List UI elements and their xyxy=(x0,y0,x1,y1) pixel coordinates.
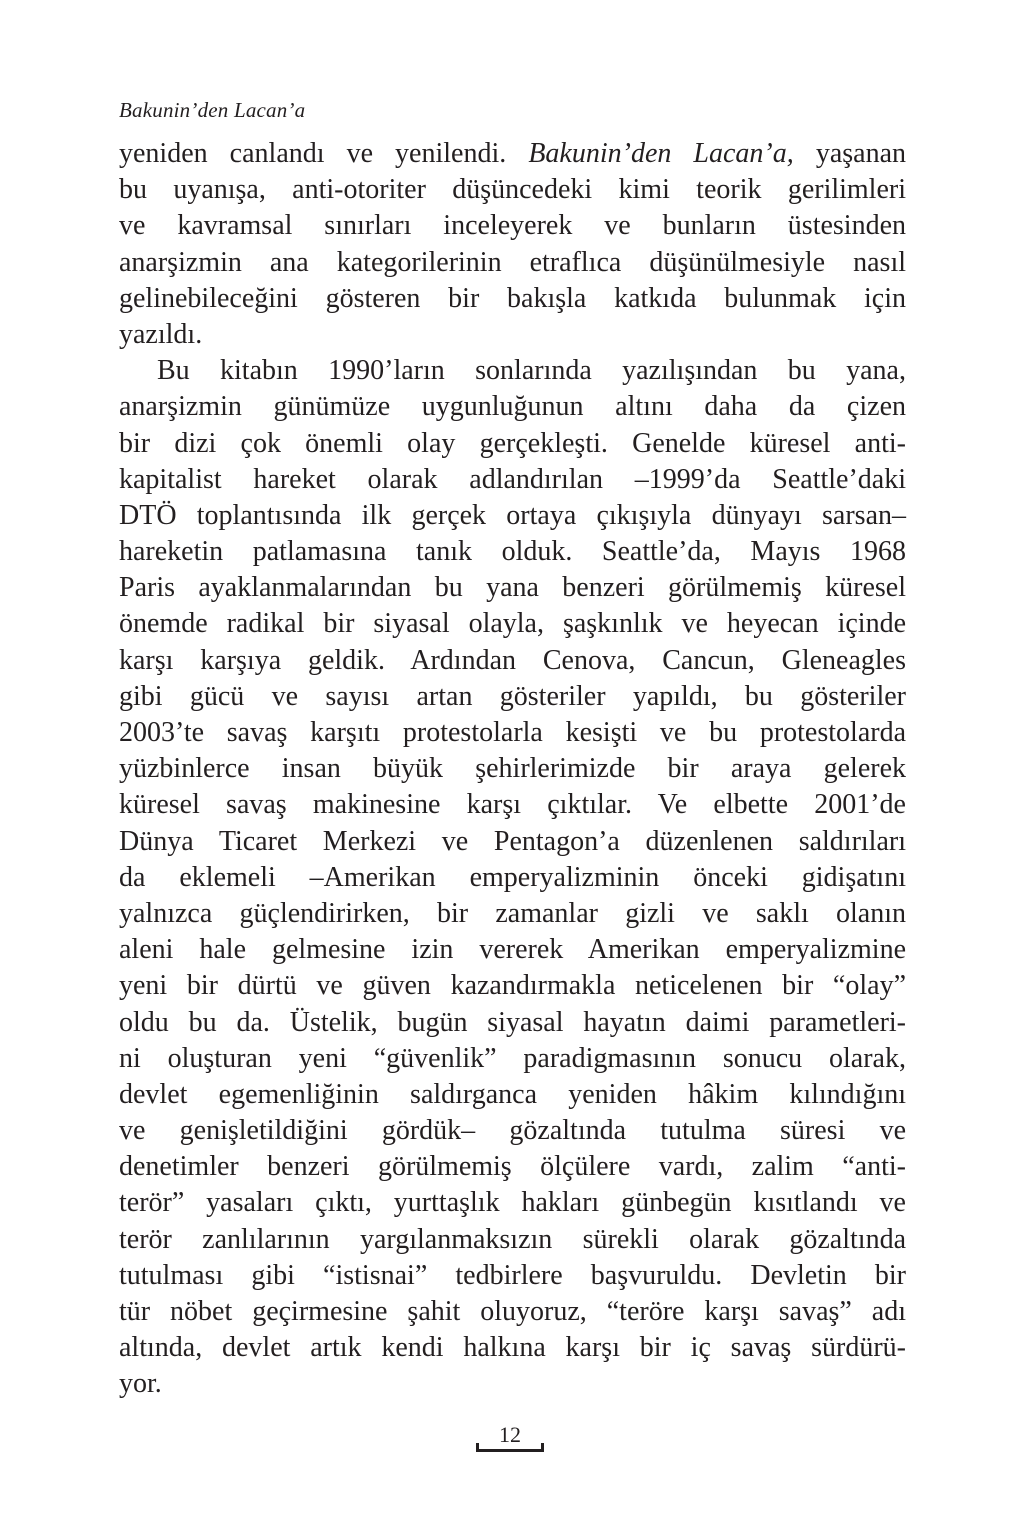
line-text: tutulması gibi “istisnai” tedbirlere başvuruldu. Devletin bir xyxy=(119,1259,906,1291)
line-text: DTÖ toplantısında ilk gerçek ortaya çıkışıyla dünyayı sarsan– xyxy=(119,499,906,531)
text-line xyxy=(119,353,906,389)
line-text: Bu kitabın 1990’ların sonlarında yazılışından bu yana, xyxy=(157,355,906,387)
text-line xyxy=(119,317,906,353)
text-line xyxy=(119,787,906,823)
text-line xyxy=(119,1294,906,1330)
line-text: yalnızca güçlendirirken, bir zamanlar gizli ve saklı olanın xyxy=(119,897,906,929)
text-line xyxy=(119,824,906,860)
line-text: 2003’te savaş karşıtı protestolarla kesişti ve bu protestolarda xyxy=(119,717,906,748)
text-line xyxy=(119,932,906,968)
folio-rule xyxy=(476,1449,544,1452)
text-line xyxy=(119,208,906,244)
text-line xyxy=(119,1077,906,1113)
text-line xyxy=(119,606,906,642)
line-text: terör zanlılarının yargılanmaksızın sürekli olarak gözaltında xyxy=(119,1223,906,1255)
line-text: ve genişletildiğini gördük– gözaltında tutulma süresi ve xyxy=(119,1115,906,1147)
text-line xyxy=(119,1041,906,1077)
page-number-ornament xyxy=(476,1422,544,1452)
text-line xyxy=(119,245,906,281)
running-header: Bakunin’den Lacan’a xyxy=(119,98,306,122)
text-line xyxy=(119,136,906,172)
text-line xyxy=(119,1185,906,1221)
line-text: bu uyanışa, anti-otoriter düşüncedeki kimi teorik gerilimleri xyxy=(119,174,906,206)
text-line xyxy=(119,570,906,606)
line-text: yaşanan xyxy=(793,138,906,169)
paragraph xyxy=(119,136,906,353)
line-text: yeniden canlandı ve yenilendi. xyxy=(119,138,529,169)
line-text: gelinebileceğini gösteren bir bakışla katkıda bulunmak için xyxy=(119,282,906,314)
line-text: yazıldı. xyxy=(119,318,203,350)
text-line xyxy=(119,896,906,932)
text-line xyxy=(119,751,906,787)
line-text: hareketin patlamasına tanık olduk. Seattle’da, Mayıs 1968 xyxy=(119,536,906,568)
line-text: bir dizi çok önemli olay gerçekleşti. Genelde küresel anti- xyxy=(119,427,906,459)
text-line xyxy=(119,1366,906,1402)
line-text: altında, devlet artık kendi halkına karşı bir iç savaş sürdürü- xyxy=(119,1332,906,1364)
line-text: devlet egemenliğinin saldırganca yeniden hâkim kılındığını xyxy=(119,1078,906,1110)
line-text: önemde radikal bir siyasal olayla, şaşkınlık ve heyecan içinde xyxy=(119,608,906,640)
text-line xyxy=(119,715,906,751)
text-line xyxy=(119,281,906,317)
line-text: tür nöbet geçirmesine şahit oluyoruz, “teröre karşı savaş” adı xyxy=(119,1296,906,1327)
line-text: denetimler benzeri görülmemiş ölçülere vardı, zalim “anti- xyxy=(119,1151,906,1183)
line-text: Dünya Ticaret Merkezi ve Pentagon’a düzenlenen saldırıları xyxy=(119,825,906,857)
text-line xyxy=(119,968,906,1004)
page-number: 12 xyxy=(491,1422,529,1447)
italic-title: Bakunin’den Lacan’a, xyxy=(528,138,794,169)
line-text: aleni hale gelmesine izin vererek Amerikan emperyalizmine xyxy=(119,934,906,966)
text-line xyxy=(119,1258,906,1294)
line-text: ni oluşturan yeni “güvenlik” paradigmasının sonucu olarak, xyxy=(119,1042,906,1074)
text-line xyxy=(119,679,906,715)
line-text: da eklemeli –Amerikan emperyalizminin önceki gidişatını xyxy=(119,861,906,893)
text-line xyxy=(119,498,906,534)
text-line xyxy=(119,426,906,462)
line-text: küresel savaş makinesine karşı çıktılar. Ve elbette 2001’de xyxy=(119,789,906,821)
line-text: kapitalist hareket olarak adlandırılan –1999’da Seattle’daki xyxy=(119,463,906,495)
text-line xyxy=(119,1149,906,1185)
text-line xyxy=(119,860,906,896)
line-text: gibi gücü ve sayısı artan gösteriler yapıldı, bu gösteriler xyxy=(119,680,906,712)
text-line xyxy=(119,1113,906,1149)
text-line xyxy=(119,534,906,570)
line-text: yor. xyxy=(119,1368,162,1400)
paragraph xyxy=(119,353,906,1402)
text-line xyxy=(119,389,906,425)
text-line xyxy=(119,462,906,498)
line-text: yeni bir dürtü ve güven kazandırmakla neticelenen bir “olay” xyxy=(119,970,906,1002)
text-line xyxy=(119,1222,906,1258)
text-line xyxy=(119,1330,906,1366)
body-text xyxy=(119,136,906,1403)
line-text: terör” yasaları çıktı, yurttaşlık hakları günbegün kısıtlandı ve xyxy=(119,1187,906,1219)
text-line xyxy=(119,643,906,679)
line-text: karşı karşıya geldik. Ardından Cenova, Cancun, Gleneagles xyxy=(119,644,906,676)
line-text: oldu bu da. Üstelik, bugün siyasal hayatın daimi parametleri- xyxy=(119,1006,906,1038)
line-text: anarşizmin ana kategorilerinin etraflıca düşünülmesiyle nasıl xyxy=(119,246,906,278)
text-line xyxy=(119,1005,906,1041)
line-text: Paris ayaklanmalarından bu yana benzeri görülmemiş küresel xyxy=(119,572,906,604)
text-line xyxy=(119,172,906,208)
line-text: anarşizmin günümüze uygunluğunun altını daha da çizen xyxy=(119,391,906,423)
line-text: yüzbinlerce insan büyük şehirlerimizde bir araya gelerek xyxy=(119,753,906,785)
line-text: ve kavramsal sınırları inceleyerek ve bunların üstesinden xyxy=(119,210,906,242)
